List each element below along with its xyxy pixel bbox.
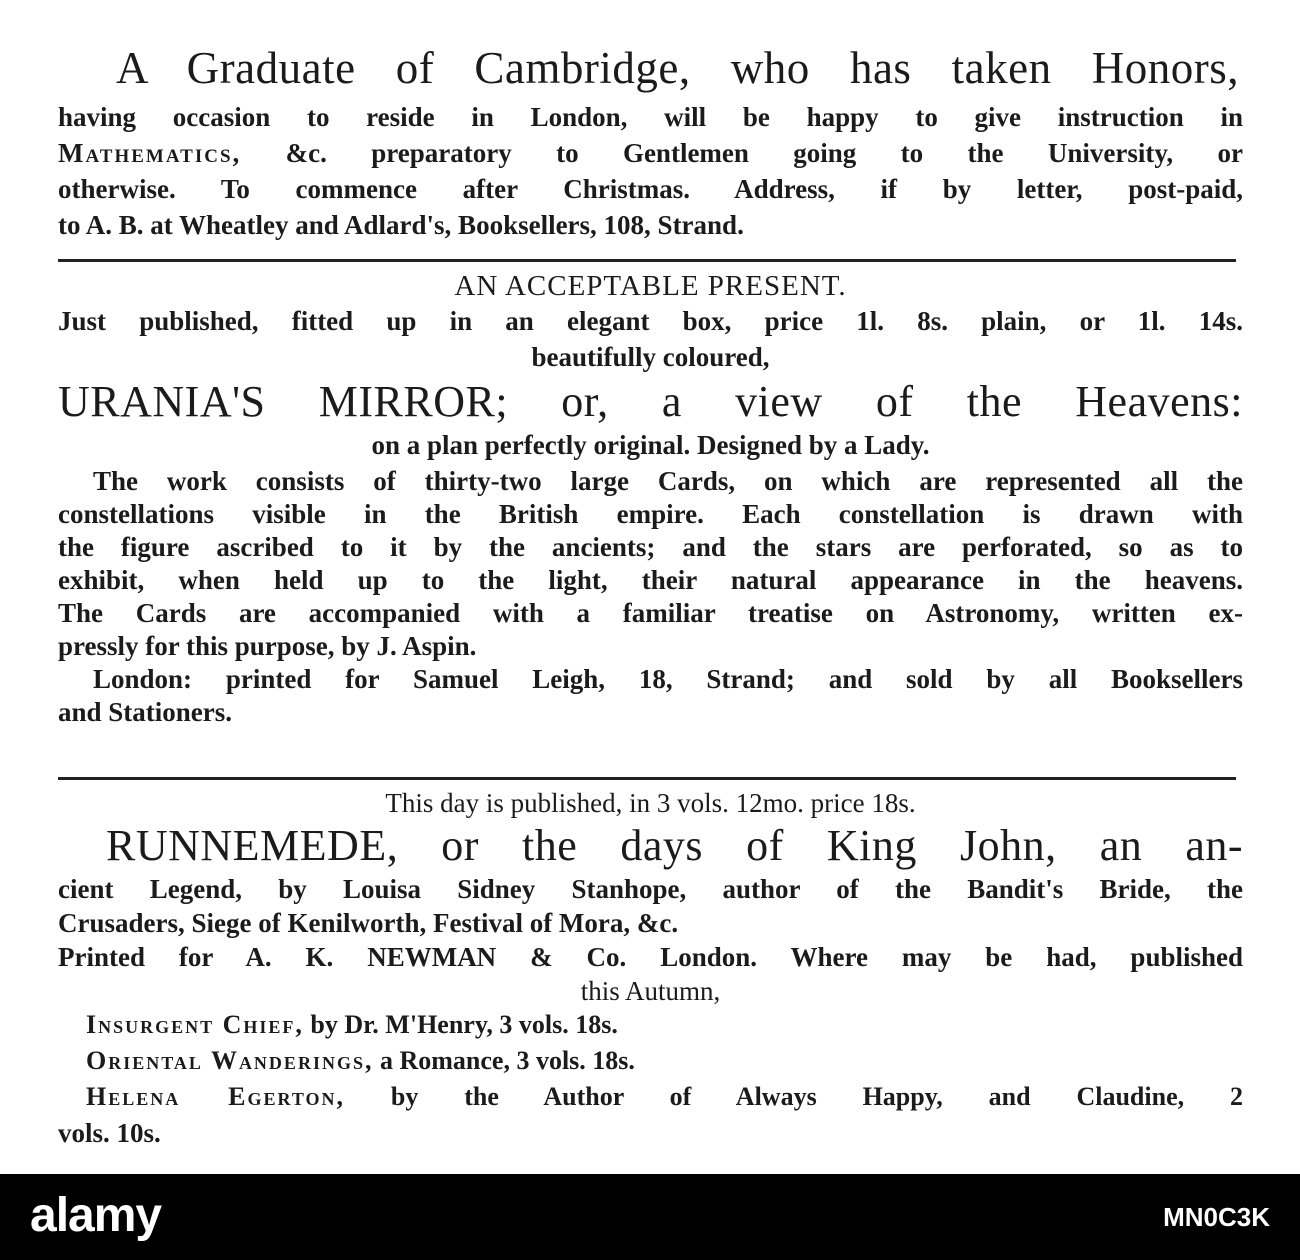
ad2-para-1: The work consists of thirty-two large Cards, on which are represented all the (93, 466, 1243, 496)
book-list-item (58, 1084, 1243, 1120)
advertisement-tutor (58, 43, 1243, 248)
ad2-para-6: pressly for this purpose, by J. Aspin. (58, 631, 477, 661)
ad1-headline: A Graduate of Cambridge, who has taken Honors, (116, 43, 1239, 93)
ad2-para-2: constellations visible in the British empire. Each constellation is drawn with (58, 499, 1243, 529)
ad3-line-2: cient Legend, by Louisa Sidney Stanhope, author of the Bandit's Bride, the (58, 874, 1243, 904)
ad1-line-2 (58, 140, 1243, 176)
ad3-title: RUNNEMEDE, or the days of King John, an an- (106, 821, 1243, 870)
ad2-line-1: Just published, fitted up in an elegant box, price 1l. 8s. plain, or 1l. 14s. (58, 306, 1243, 336)
book-title: Insurgent Chief, (86, 1010, 304, 1039)
ad1-line-1: having occasion to reside in London, will be happy to give instruction in (58, 102, 1243, 132)
alamy-logo: alamy (30, 1189, 162, 1242)
ad3-line-3: Crusaders, Siege of Kenilworth, Festival of Mora, &c. (58, 908, 679, 938)
book-details: a Romance, 3 vols. 18s. (373, 1046, 635, 1075)
ad2-para-5: The Cards are accompanied with a familiar treatise on Astronomy, written ex- (58, 598, 1243, 628)
ad3-line-1: This day is published, in 3 vols. 12mo. price 18s. (385, 788, 916, 818)
ad2-subtitle: on a plan perfectly original. Designed by a Lady. (371, 430, 930, 460)
ad3-line-5: this Autumn, (580, 976, 721, 1006)
ad2-para-8: and Stationers. (58, 697, 233, 727)
ad2-caption: AN ACCEPTABLE PRESENT. (454, 270, 847, 302)
ad2-title: URANIA'S MIRROR; or, a view of the Heavens: (58, 377, 1243, 426)
ad2-para-3: the figure ascribed to it by the ancients; and the stars are perforated, so as to (58, 532, 1243, 562)
book-details: by Dr. M'Henry, 3 vols. 18s. (303, 1010, 618, 1039)
ad2-para-7: London: printed for Samuel Leigh, 18, Strand; and sold by all Booksellers (93, 664, 1243, 694)
advertisement-runnemede (58, 790, 1243, 1154)
book-title: Helena Egerton, (86, 1082, 346, 1111)
stock-footer-bar (0, 1174, 1300, 1260)
ad2-para-4: exhibit, when held up to the light, their natural appearance in the heavens. (58, 565, 1243, 595)
book-list-item (58, 1048, 1243, 1084)
ad1-line-2-rest: &c. preparatory to Gentlemen going to the University, or (241, 138, 1243, 168)
ad1-subject: Mathematics, (58, 138, 242, 168)
ad1-line-4: to A. B. at Wheatley and Adlard's, Booksellers, 108, Strand. (58, 210, 744, 240)
image-reference: MN0C3K (1163, 1202, 1270, 1232)
divider-rule (58, 777, 1236, 780)
book-list-item (58, 1012, 1243, 1048)
advertisement-urania (58, 272, 1243, 732)
ad1-line-3: otherwise. To commence after Christmas. Address, if by letter, post-paid, (58, 174, 1243, 204)
book-details: by the Author of Always Happy, and Claudine, 2 (345, 1082, 1244, 1111)
divider-rule (58, 259, 1236, 262)
book-title: Oriental Wanderings, (86, 1046, 374, 1075)
ad2-line-2: beautifully coloured, (531, 342, 770, 372)
ad3-line-4: Printed for A. K. NEWMAN & Co. London. Where may be had, published (58, 942, 1243, 972)
book-list-continuation: vols. 10s. (58, 1118, 161, 1148)
